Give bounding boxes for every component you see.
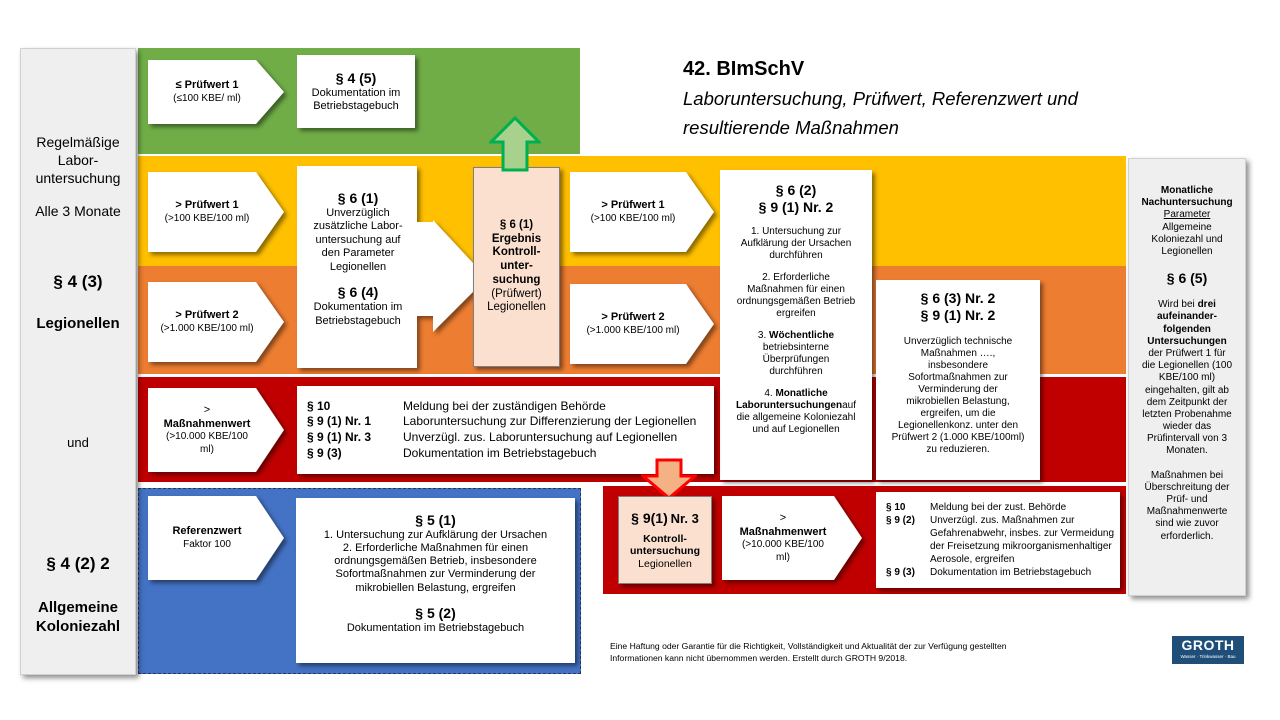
box-text: unter- bbox=[500, 260, 533, 273]
box-text: insbesondere bbox=[927, 359, 989, 371]
authority-list bbox=[886, 501, 1114, 579]
arrow-text: > bbox=[779, 511, 787, 524]
box-text: suchung bbox=[492, 273, 541, 286]
panel-text: Legionellen bbox=[1161, 245, 1213, 257]
box-text: Unverzüglich technische bbox=[903, 335, 1013, 347]
box-measures-6-2 bbox=[720, 170, 872, 480]
box-title: Nr. 3 bbox=[670, 510, 699, 526]
box-title: § 6 (1) bbox=[499, 218, 534, 231]
arrow-sub: (>1.000 KBE/100 ml) bbox=[160, 322, 254, 334]
box-para-5 bbox=[296, 498, 575, 663]
box-text: Unverzüglich bbox=[326, 207, 390, 220]
list-item bbox=[307, 430, 696, 446]
box-text: Dokumentation im bbox=[311, 86, 401, 99]
arrow-pruefwert2-above bbox=[148, 282, 284, 362]
arrow-title: > Prüfwert 2 bbox=[601, 310, 665, 323]
sidebar-para2-label2: Koloniezahl bbox=[35, 618, 121, 635]
box-text: Wöchentliche bbox=[769, 329, 835, 341]
list-item-value: Dokumentation im Betriebstagebuch bbox=[403, 445, 597, 460]
footer-line: Eine Haftung oder Garantie für die Richtigkeit, Vollständigkeit und Aktualität der zur Verfügung gestellten bbox=[610, 641, 1007, 651]
box-title: § 6 (4) bbox=[337, 284, 379, 301]
panel-text: der Prüfwert 1 für bbox=[1148, 347, 1226, 359]
arrow-title: Referenzwert bbox=[172, 524, 242, 537]
box-text bbox=[764, 388, 827, 400]
arrow-result-pruefwert1 bbox=[570, 172, 714, 252]
groth-logo bbox=[1172, 636, 1244, 664]
arrow-sub: (>100 KBE/100 ml) bbox=[164, 212, 250, 224]
box-text: durchführen bbox=[769, 365, 823, 377]
panel-text: wieder das bbox=[1162, 421, 1212, 433]
box-text: betriebsinterne bbox=[762, 341, 830, 353]
list-item-value: Aerosole, ergreifen bbox=[930, 554, 1015, 565]
panel-text: Parameter bbox=[1163, 209, 1211, 221]
arrow-title: > Prüfwert 2 bbox=[175, 308, 239, 321]
arrow-title: > Prüfwert 1 bbox=[601, 198, 665, 211]
list-item-key: § 10 bbox=[307, 398, 331, 413]
list-item-key: § 9 (1) Nr. 3 bbox=[307, 430, 372, 444]
list-item-key bbox=[886, 527, 930, 540]
list-item-key: § 9 (3) bbox=[886, 567, 915, 578]
arrow-sub: (>100 KBE/100 ml) bbox=[590, 212, 676, 224]
box-control-9-1 bbox=[618, 496, 712, 584]
box-para-6-1-combined bbox=[297, 166, 419, 368]
box-title: § 4 (5) bbox=[335, 69, 377, 86]
panel-text: erforderlich. bbox=[1160, 530, 1214, 542]
footer-disclaimer bbox=[610, 640, 1007, 665]
box-title: § 5 (1) bbox=[415, 512, 456, 528]
box-text: ergreifen bbox=[776, 307, 816, 319]
arrow-sub: ml) bbox=[200, 443, 214, 455]
box-text: Verminderung der bbox=[918, 383, 998, 395]
panel-text: Überschreitung der bbox=[1144, 481, 1230, 493]
arrow-text: > bbox=[203, 403, 211, 416]
panel-text: Allgemeine bbox=[1162, 221, 1212, 233]
list-item bbox=[886, 527, 1114, 540]
box-text: 3. bbox=[757, 329, 767, 341]
box-text: 1. Untersuchung zur bbox=[750, 225, 842, 237]
panel-text: letzten Probenahme bbox=[1142, 408, 1232, 420]
box-text: untersuchung bbox=[630, 545, 700, 558]
box-para-4-5 bbox=[297, 55, 415, 128]
box-title: § 5 (2) bbox=[415, 604, 456, 621]
box-text: den Parameter bbox=[321, 247, 395, 260]
arrow-up-icon bbox=[489, 116, 541, 172]
box-authority bbox=[876, 492, 1120, 588]
box-text: (Prüfwert) bbox=[491, 287, 542, 300]
box-text: zu reduzieren. bbox=[926, 443, 990, 455]
page-subtitle-line1: Laboruntersuchung, Prüfwert, Referenzwert und bbox=[683, 88, 1078, 109]
sidebar-para2: § 4 (2) 2 bbox=[46, 554, 110, 573]
box-result-control bbox=[473, 167, 560, 367]
box-text: Aufklärung der Ursachen bbox=[740, 237, 852, 249]
panel-text: Wird bei bbox=[1158, 299, 1195, 311]
box-text: Legionellen bbox=[329, 260, 387, 273]
panel-text: die Legionellen (100 bbox=[1141, 360, 1233, 372]
box-text: Legionellen bbox=[487, 301, 546, 314]
sidebar-line1: Regelmäßige bbox=[36, 134, 120, 150]
sidebar-und: und bbox=[67, 435, 89, 450]
box-text: Maßnahmen für einen bbox=[747, 283, 845, 295]
panel-text: folgenden bbox=[1163, 323, 1211, 335]
panel-text: Monaten. bbox=[1166, 445, 1208, 457]
panel-text: Maßnahmenwerte bbox=[1146, 506, 1228, 518]
arrow-control-massnahmenwert bbox=[722, 496, 862, 580]
box-title: § 9 (1) Nr. 2 bbox=[920, 306, 996, 323]
box-text: Ergebnis bbox=[491, 232, 542, 245]
sidebar-line3: untersuchung bbox=[35, 170, 121, 186]
list-item-value: Gefahrenabwehr, insbes. zur Vermeidung bbox=[930, 528, 1114, 539]
panel-text: eingehalten, gilt ab bbox=[1145, 384, 1229, 396]
list-item-value: Unverzügl. zus. Maßnahmen zur bbox=[930, 515, 1075, 526]
list-item bbox=[886, 566, 1114, 579]
box-text: Laboruntersuchungen bbox=[735, 399, 843, 411]
arrow-title: Maßnahmenwert bbox=[739, 525, 827, 538]
arrow-pruefwert1-above bbox=[148, 172, 284, 252]
box-text: Dokumentation im bbox=[313, 301, 403, 314]
list-item-value: Unverzügl. zus. Laboruntersuchung auf Legionellen bbox=[403, 430, 678, 444]
list-item bbox=[886, 514, 1114, 527]
arrow-sub: ml) bbox=[776, 551, 790, 563]
footer-line: Informationen kann nicht übernommen werden. Erstellt durch GROTH 9/2018. bbox=[610, 653, 908, 664]
box-title: § 9 (1) Nr. 2 bbox=[758, 198, 834, 215]
sidebar-para1: § 4 (3) bbox=[53, 272, 103, 291]
panel-text: aufeinander- bbox=[1156, 311, 1217, 323]
box-text: 4. bbox=[764, 387, 773, 399]
right-panel bbox=[1128, 158, 1246, 596]
page-title: 42. BImSchV bbox=[683, 58, 805, 80]
list-item bbox=[307, 446, 696, 462]
arrow-result-pruefwert2 bbox=[570, 284, 714, 364]
list-item-key: § 9 (2) bbox=[886, 515, 915, 526]
panel-text: Prüfintervall von 3 bbox=[1146, 433, 1228, 445]
sidebar-para2-label1: Allgemeine bbox=[37, 599, 119, 616]
list-item-key: § 9 (1) Nr. 1 bbox=[307, 414, 372, 429]
red-measures-list bbox=[307, 399, 696, 461]
panel-text: Monatliche bbox=[1160, 185, 1214, 196]
box-title: § 6 (3) Nr. 2 bbox=[920, 290, 996, 306]
box-text: 2. Erforderliche Maßnahmen für einen bbox=[342, 541, 529, 554]
box-text: und auf Legionellen bbox=[752, 423, 840, 435]
box-immediate-6-3 bbox=[876, 280, 1040, 480]
list-item-value: Laboruntersuchung zur Differenzierung der Legionellen bbox=[403, 414, 697, 429]
panel-text: Nachuntersuchung bbox=[1141, 197, 1233, 209]
sidebar-para1-label: Legionellen bbox=[36, 315, 120, 332]
box-text: Kontroll- bbox=[492, 246, 541, 259]
box-text: Monatliche bbox=[775, 387, 828, 399]
arrow-sub: (>10.000 KBE/100 bbox=[165, 431, 248, 443]
box-text: die allgemeine Koloniezahl bbox=[736, 411, 856, 423]
list-item-value: Meldung bei der zuständigen Behörde bbox=[403, 398, 606, 413]
logo-sub: Wasser · Trinkwasser · Bau bbox=[1180, 654, 1236, 659]
sidebar-line2: Labor- bbox=[57, 152, 99, 168]
panel-text: KBE/100 ml) bbox=[1158, 372, 1216, 384]
box-text: durchführen bbox=[769, 249, 823, 261]
list-item-key: § 10 bbox=[886, 502, 906, 513]
panel-text: dem Zeitpunkt der bbox=[1146, 396, 1228, 408]
box-text: Betriebstagebuch bbox=[313, 99, 399, 112]
list-item bbox=[307, 414, 696, 430]
list-item bbox=[307, 399, 696, 415]
list-item-key: § 9 (3) bbox=[307, 445, 342, 460]
box-text: Überprüfungen bbox=[762, 353, 830, 365]
box-text: 1. Untersuchung zur Aufklärung der Ursachen bbox=[323, 528, 548, 541]
arrow-title: ≤ Prüfwert 1 bbox=[175, 78, 239, 91]
arrow-referenzwert bbox=[148, 496, 284, 580]
list-item bbox=[886, 501, 1114, 514]
box-text: mikrobiellen Belastung, bbox=[906, 395, 1010, 407]
box-text bbox=[758, 330, 834, 342]
list-item-key bbox=[886, 540, 930, 553]
box-text: 2. Erforderliche bbox=[762, 271, 830, 283]
box-text: Betriebstagebuch bbox=[315, 314, 401, 327]
box-title: § 6 (1) bbox=[337, 190, 379, 206]
box-title: § 6 (2) bbox=[775, 182, 817, 198]
box-text: Maßnahmen …., bbox=[920, 347, 996, 359]
box-text: Prüfwert 2 (1.000 KBE/100ml) bbox=[891, 431, 1025, 443]
panel-text: Koloniezahl und bbox=[1151, 233, 1223, 245]
logo-text: GROTH bbox=[1181, 637, 1235, 653]
page-subtitle-line2: resultierende Maßnahmen bbox=[683, 117, 899, 138]
list-item bbox=[886, 553, 1114, 566]
sidebar-line4: Alle 3 Monate bbox=[35, 203, 121, 219]
box-text: ordnungsgemäßen Betrieb, insbesondere bbox=[334, 555, 537, 568]
box-text: auf bbox=[842, 399, 857, 411]
list-item-value: Dokumentation im Betriebstagebuch bbox=[930, 567, 1092, 578]
arrow-massnahmenwert bbox=[148, 388, 284, 472]
box-title: § 9(1) bbox=[631, 509, 668, 526]
arrow-sub: (≤100 KBE/ ml) bbox=[173, 92, 241, 104]
panel-text: Prüf- und bbox=[1166, 494, 1208, 506]
box-text: zusätzliche Labor- bbox=[313, 220, 403, 233]
box-text: ergreifen, um die bbox=[920, 407, 996, 419]
panel-para: § 6 (5) bbox=[1166, 270, 1208, 287]
box-text: Legionellen bbox=[638, 557, 692, 570]
box-text: mikrobiellen Belastung, ergreifen bbox=[355, 581, 516, 594]
arrow-title: > Prüfwert 1 bbox=[175, 198, 239, 211]
arrow-sub: (>1.000 KBE/100 ml) bbox=[586, 324, 680, 336]
panel-text: drei bbox=[1197, 299, 1216, 311]
list-item-key bbox=[886, 553, 930, 566]
list-item bbox=[886, 540, 1114, 553]
arrow-sub: (>10.000 KBE/100 bbox=[741, 539, 824, 551]
box-text bbox=[736, 400, 856, 412]
arrow-down-icon bbox=[641, 458, 697, 500]
box-text: Kontroll- bbox=[643, 532, 687, 545]
panel-text: sind wie zuvor bbox=[1155, 518, 1219, 530]
box-text: Legionellenkonz. unter den bbox=[897, 419, 1019, 431]
list-item-value: der Freisetzung mikroorganismenhaltiger bbox=[930, 541, 1112, 552]
arrow-title: Maßnahmenwert bbox=[163, 417, 251, 430]
box-text: Sofortmaßnahmen zur bbox=[908, 371, 1008, 383]
box-text: Sofortmaßnahmen zur Verminderung der bbox=[335, 568, 536, 581]
arrow-sub: Faktor 100 bbox=[183, 538, 231, 550]
arrow-pruefwert1-below bbox=[148, 60, 284, 124]
panel-text: Maßnahmen bei bbox=[1150, 469, 1224, 481]
box-text: untersuchung auf bbox=[315, 233, 401, 246]
box-text: ordnungsgemäßen Betrieb bbox=[736, 295, 856, 307]
list-item-value: Meldung bei der zust. Behörde bbox=[930, 502, 1067, 513]
panel-text: Untersuchungen bbox=[1147, 335, 1227, 347]
box-text: Dokumentation im Betriebstagebuch bbox=[346, 621, 525, 634]
